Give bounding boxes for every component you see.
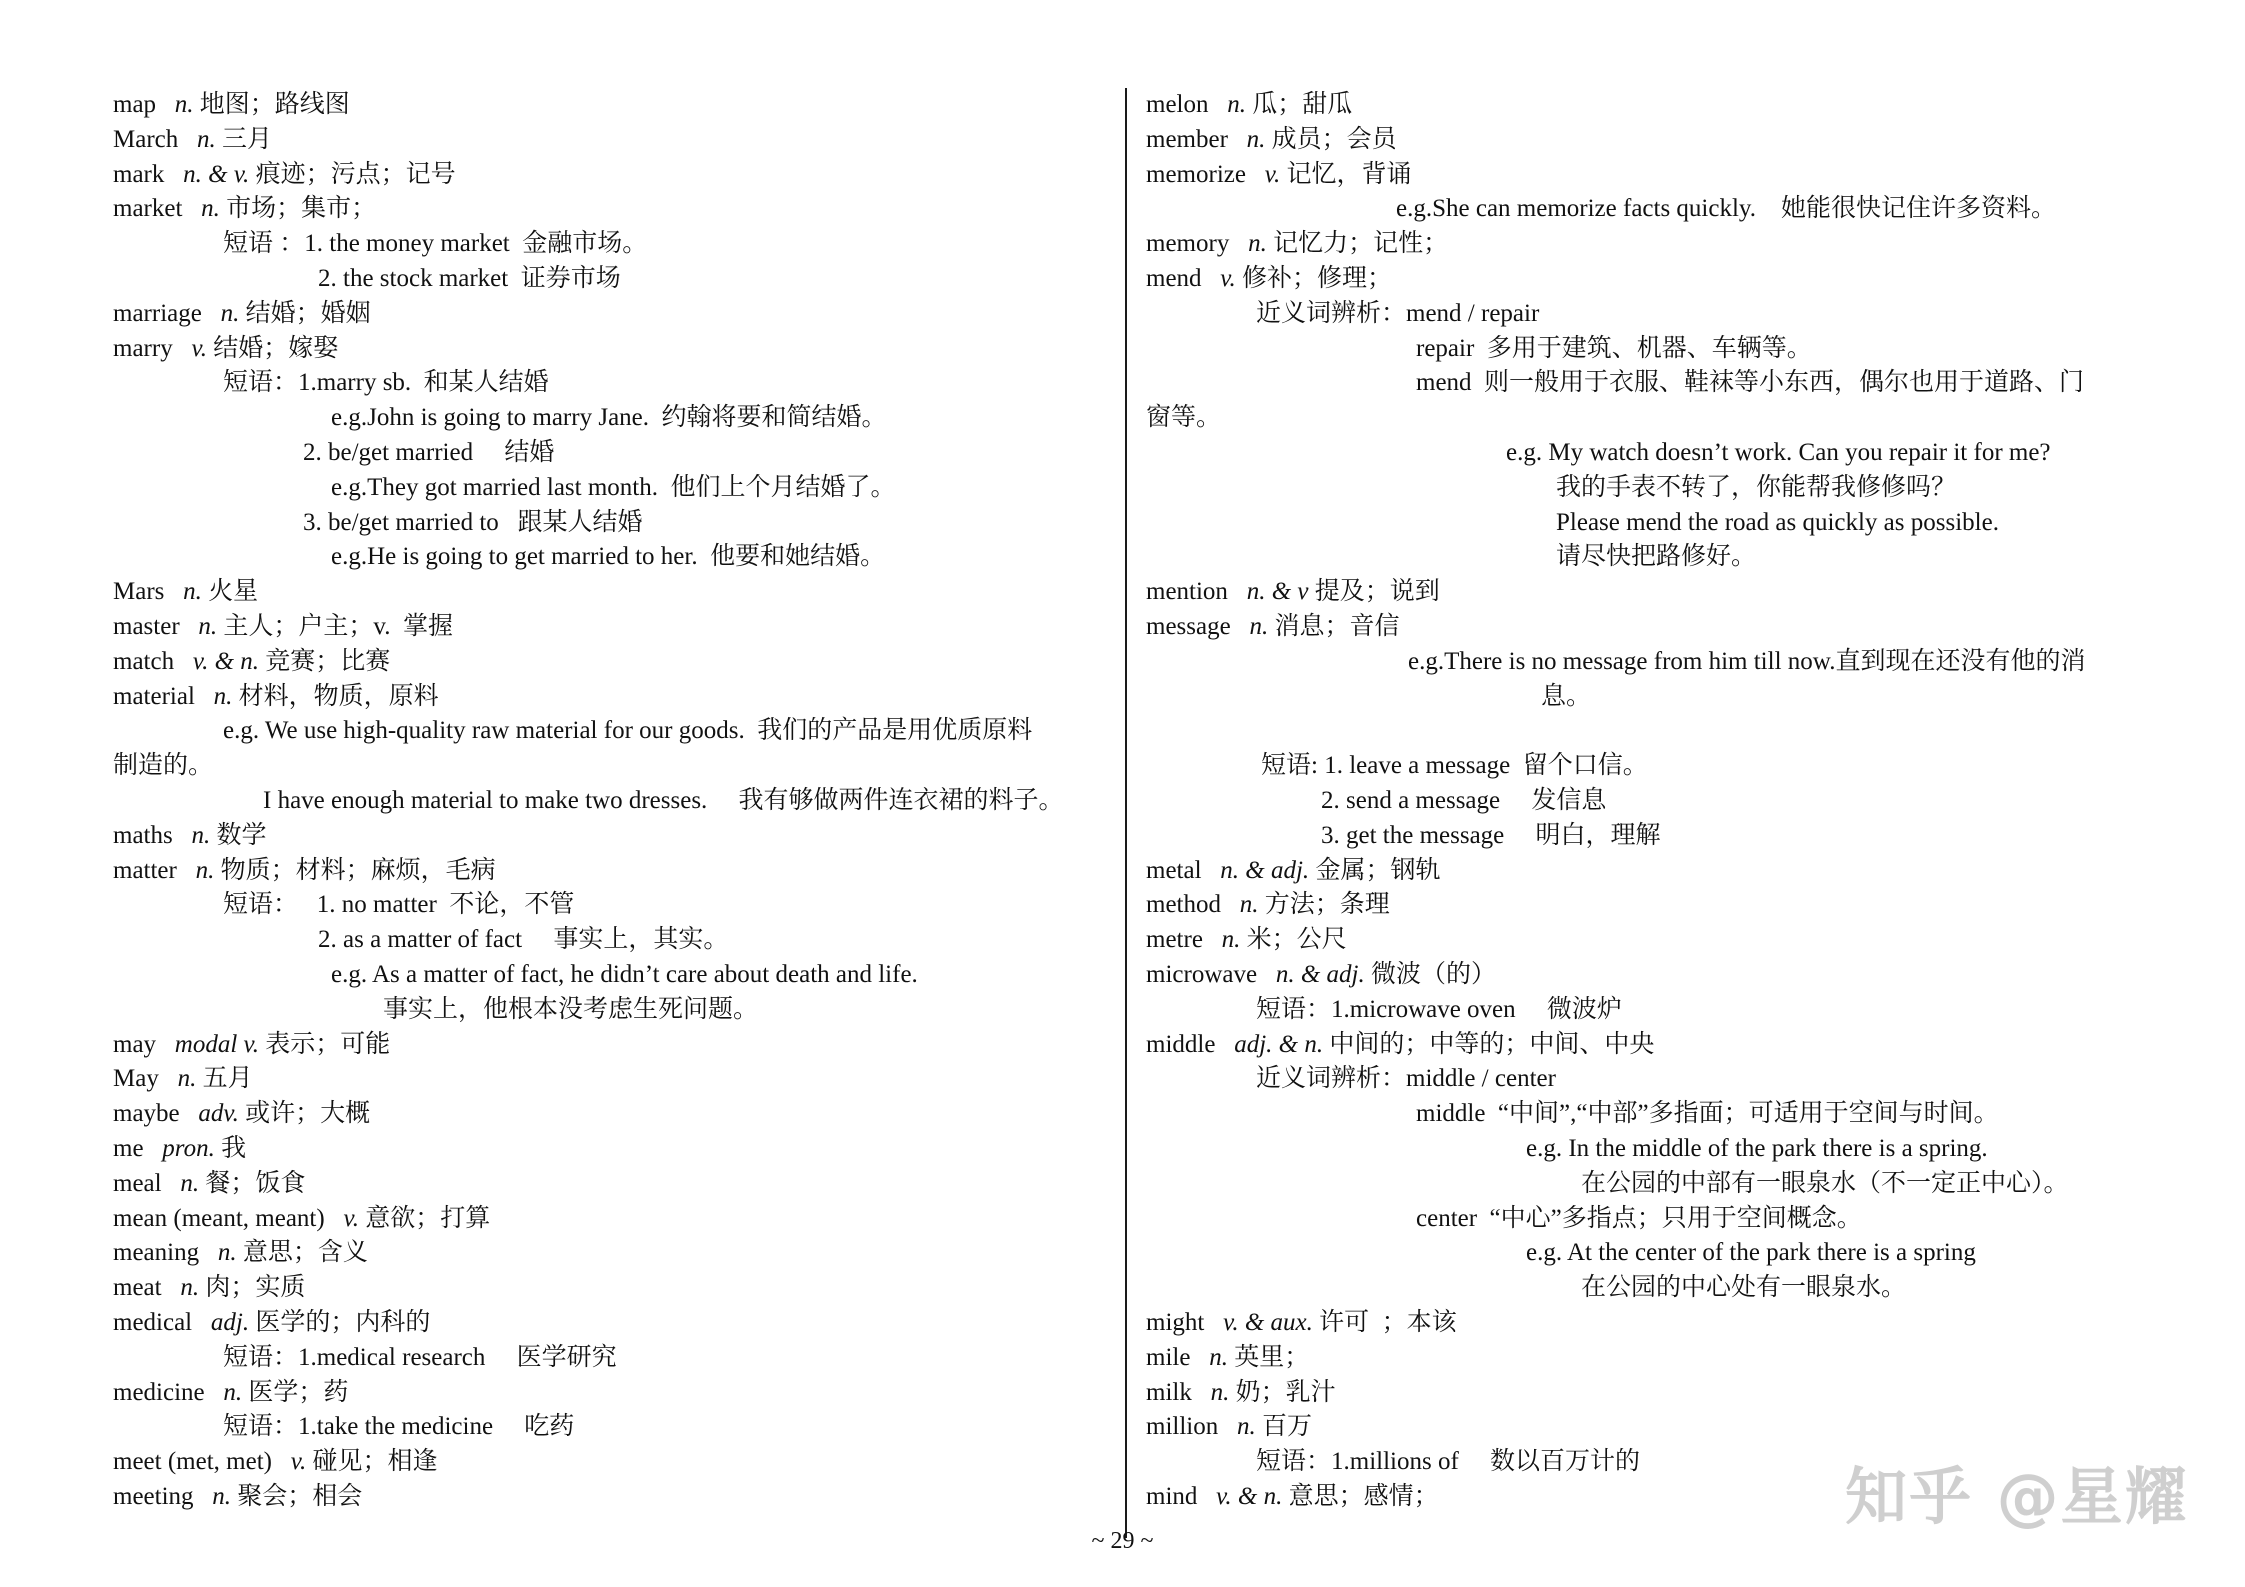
definition: 意思；感情； bbox=[1282, 1483, 1439, 1510]
definition: 修补；修理； bbox=[1235, 265, 1393, 292]
definition: 提及；说到 bbox=[1308, 578, 1440, 606]
part-of-speech: v. bbox=[290, 1448, 307, 1476]
dictionary-entry bbox=[113, 1132, 246, 1167]
definition: 许可 ；本该 bbox=[1312, 1309, 1457, 1336]
entry-detail-line: middle “中间”,“中部”多指面；可适用于空间与时间。 bbox=[1416, 1100, 1999, 1128]
headword: medicine bbox=[113, 1378, 205, 1406]
headword: marriage bbox=[113, 299, 202, 327]
part-of-speech: n. bbox=[1209, 1343, 1228, 1371]
headword: memory bbox=[1146, 230, 1230, 258]
dictionary-entry bbox=[113, 1167, 305, 1202]
headword: material bbox=[113, 682, 195, 710]
definition: 三月 bbox=[215, 125, 273, 153]
dictionary-entry bbox=[1146, 610, 1399, 645]
entry-detail-line: 2. be/get married 结婚 bbox=[303, 439, 555, 466]
part-of-speech: n. bbox=[1210, 1378, 1230, 1406]
dictionary-entry bbox=[113, 610, 453, 645]
headword: marry bbox=[113, 334, 173, 362]
headword: meaning bbox=[113, 1239, 200, 1267]
entry-detail-line: e.g.They got married last month. 他们上个月结婚了。 bbox=[331, 473, 896, 501]
headword: middle bbox=[1146, 1030, 1216, 1058]
entry-detail-line: 请尽快把路修好。 bbox=[1556, 543, 1757, 571]
headword: matter bbox=[113, 856, 177, 884]
entry-detail-line: I have enough material to make two dresses. 我有够做两件连衣裙的料子。 bbox=[263, 787, 1064, 814]
dictionary-entry bbox=[1146, 88, 1352, 123]
definition: 竞赛；比赛 bbox=[259, 647, 391, 675]
entry-detail-line: 2. as a matter of fact 事实上，其实。 bbox=[318, 926, 729, 954]
definition: 医学；药 bbox=[242, 1378, 349, 1406]
part-of-speech: n. bbox=[183, 578, 202, 606]
entry-detail-line: 短语：1.take the medicine 吃药 bbox=[223, 1413, 575, 1441]
headword: me bbox=[113, 1135, 144, 1162]
entry-detail-line: 在公园的中部有一眼泉水（不一定正中心）。 bbox=[1581, 1169, 2069, 1197]
dictionary-entry bbox=[113, 1306, 430, 1341]
entry-detail-line: e.g. As a matter of fact, he didn’t care about death and life. bbox=[331, 961, 918, 988]
dictionary-entry bbox=[1146, 262, 1392, 297]
dictionary-entry bbox=[1146, 854, 1440, 889]
entry-detail-line: 我的手表不转了，你能帮我修修吗？ bbox=[1556, 473, 1957, 501]
headword: market bbox=[113, 195, 183, 223]
definition: 表示；可能 bbox=[259, 1030, 391, 1058]
dictionary-entry bbox=[1146, 123, 1397, 158]
headword: maths bbox=[113, 821, 173, 849]
part-of-speech: adj. bbox=[210, 1309, 250, 1336]
definition: 成员；会员 bbox=[1265, 125, 1397, 153]
part-of-speech: n. & adj. bbox=[1220, 856, 1310, 884]
definition: 地图；路线图 bbox=[193, 91, 350, 118]
definition: 方法；条理 bbox=[1258, 891, 1390, 919]
part-of-speech: v. & n. bbox=[1216, 1483, 1283, 1510]
headword: metal bbox=[1146, 856, 1202, 884]
headword: mark bbox=[113, 160, 165, 188]
dictionary-entry bbox=[113, 575, 258, 610]
entry-detail-line: repair 多用于建筑、机器、车辆等。 bbox=[1416, 334, 1812, 362]
entry-detail-line: mend 则一般用于衣服、鞋袜等小东西，偶尔也用于道路、门 bbox=[1416, 369, 2085, 397]
entry-detail-line: 短语：1.marry sb. 和某人结婚 bbox=[223, 369, 549, 397]
dictionary-entry bbox=[1146, 1028, 1654, 1063]
part-of-speech: n. bbox=[195, 856, 215, 884]
dictionary-entry bbox=[1146, 923, 1347, 958]
headword: meet (met, met) bbox=[113, 1448, 272, 1476]
column-divider bbox=[1125, 88, 1127, 1538]
definition: 物质；材料；麻烦，毛病 bbox=[214, 856, 496, 884]
dictionary-entry bbox=[113, 854, 496, 889]
dictionary-entry bbox=[113, 1271, 305, 1306]
headword: meal bbox=[113, 1169, 162, 1197]
part-of-speech: n. bbox=[212, 1483, 232, 1510]
definition: 微波（的） bbox=[1364, 961, 1496, 988]
part-of-speech: n. bbox=[1248, 230, 1267, 258]
definition: 意思；含义 bbox=[236, 1239, 368, 1267]
entry-detail-line: 2. the stock market 证券市场 bbox=[318, 265, 621, 292]
headword: mention bbox=[1146, 578, 1228, 606]
dictionary-entry bbox=[1146, 227, 1448, 262]
definition: 瓜；甜瓜 bbox=[1246, 91, 1353, 118]
definition: 或许；大概 bbox=[238, 1100, 371, 1128]
headword: message bbox=[1146, 613, 1231, 640]
part-of-speech: n. bbox=[201, 195, 220, 223]
definition: 记忆力；记性； bbox=[1266, 230, 1449, 258]
part-of-speech: n. bbox=[198, 613, 218, 640]
definition: 市场；集市； bbox=[219, 195, 377, 223]
headword: match bbox=[113, 647, 175, 675]
part-of-speech: n. & v bbox=[1246, 578, 1309, 606]
headword: metre bbox=[1146, 926, 1203, 954]
definition: 消息；音信 bbox=[1268, 613, 1400, 640]
definition: 痕迹；污点；记号 bbox=[249, 160, 456, 188]
part-of-speech: n. bbox=[1236, 1413, 1256, 1441]
entry-detail-line: e.g.She can memorize facts quickly. 她能很快记住许多资料。 bbox=[1396, 195, 2057, 223]
entry-detail-line: e.g. At the center of the park there is a spring bbox=[1526, 1239, 1976, 1267]
entry-detail-line: e.g.John is going to marry Jane. 约翰将要和简结婚。 bbox=[331, 404, 887, 432]
headword: mile bbox=[1146, 1343, 1191, 1371]
part-of-speech: adj. & n. bbox=[1234, 1030, 1324, 1058]
part-of-speech: n. bbox=[177, 1065, 197, 1093]
definition: 百万 bbox=[1255, 1413, 1312, 1441]
entry-detail-line: 窗等。 bbox=[1146, 404, 1222, 432]
headword: may bbox=[113, 1030, 157, 1058]
definition: 餐；饭食 bbox=[199, 1169, 306, 1197]
dictionary-entry bbox=[113, 88, 350, 123]
watermark: 知乎 @星耀 bbox=[1845, 1460, 2189, 1533]
dictionary-entry bbox=[113, 1480, 362, 1515]
dictionary-entry bbox=[113, 819, 266, 854]
entry-detail-line: e.g. My watch doesn’t work. Can you repair it for me? bbox=[1506, 439, 2051, 466]
part-of-speech: n. bbox=[1246, 125, 1266, 153]
entry-detail-line: e.g.There is no message from him till now.直到现在还没有他的消 bbox=[1408, 647, 2086, 675]
headword: method bbox=[1146, 891, 1221, 919]
headword: medical bbox=[113, 1309, 193, 1336]
entry-detail-line: 近义词辨析：mend / repair bbox=[1256, 299, 1540, 327]
entry-detail-line: 短语 ：1. the money market 金融市场。 bbox=[223, 230, 648, 258]
dictionary-entry bbox=[1146, 575, 1440, 610]
definition: 火星 bbox=[201, 578, 259, 606]
part-of-speech: n. bbox=[223, 1378, 243, 1406]
entry-detail-line: 短语: 1. leave a message 留个口信。 bbox=[1261, 752, 1648, 780]
entry-detail-line: 2. send a message 发信息 bbox=[1321, 787, 1607, 814]
entry-detail-line: 息。 bbox=[1541, 682, 1592, 710]
entry-detail-line: 3. be/get married to 跟某人结婚 bbox=[303, 508, 643, 536]
headword: master bbox=[113, 613, 180, 640]
part-of-speech: n. bbox=[1221, 926, 1241, 954]
part-of-speech: adv. bbox=[198, 1100, 239, 1128]
definition: 金属；钢轨 bbox=[1309, 856, 1441, 884]
page-number: ~ 29 ~ bbox=[1091, 1528, 1154, 1554]
headword: might bbox=[1146, 1309, 1205, 1336]
definition: 主人；户主；v. 掌握 bbox=[217, 613, 454, 640]
headword: memorize bbox=[1146, 160, 1246, 188]
part-of-speech: n. bbox=[191, 821, 211, 849]
dictionary-entry bbox=[113, 297, 371, 332]
definition: 米；公尺 bbox=[1240, 926, 1347, 954]
dictionary-entry bbox=[113, 1445, 437, 1480]
entry-detail-line: 近义词辨析：middle / center bbox=[1256, 1065, 1556, 1093]
dictionary-entry bbox=[1146, 1480, 1439, 1515]
entry-detail-line: 制造的。 bbox=[113, 752, 214, 780]
entry-detail-line: e.g. We use high-quality raw material for our goods. 我们的产品是用优质原料 bbox=[223, 717, 1033, 745]
dictionary-entry bbox=[113, 1202, 490, 1237]
dictionary-entry bbox=[113, 1376, 348, 1411]
dictionary-entry bbox=[113, 192, 376, 227]
dictionary-entry bbox=[113, 1028, 390, 1063]
entry-detail-line: e.g.He is going to get married to her. 他要和她结婚。 bbox=[331, 543, 886, 571]
headword: meat bbox=[113, 1274, 162, 1302]
definition: 五月 bbox=[196, 1065, 253, 1093]
definition: 碰见；相逢 bbox=[306, 1448, 438, 1476]
dictionary-entry bbox=[113, 680, 439, 715]
definition: 聚会；相会 bbox=[231, 1483, 363, 1510]
headword: March bbox=[113, 125, 179, 153]
dictionary-entry bbox=[1146, 958, 1496, 993]
part-of-speech: n. & v. bbox=[183, 160, 250, 188]
entry-detail-line: 短语：1.microwave oven 微波炉 bbox=[1256, 995, 1622, 1023]
headword: million bbox=[1146, 1413, 1219, 1441]
headword: mind bbox=[1146, 1483, 1198, 1510]
part-of-speech: n. bbox=[217, 1239, 237, 1267]
dictionary-entry bbox=[1146, 1341, 1309, 1376]
headword: maybe bbox=[113, 1100, 180, 1128]
part-of-speech: n. bbox=[180, 1169, 200, 1197]
definition: 记忆，背诵 bbox=[1280, 160, 1412, 188]
part-of-speech: n. bbox=[1249, 613, 1269, 640]
part-of-speech: n. bbox=[180, 1274, 200, 1302]
dictionary-entry bbox=[113, 1062, 253, 1097]
entry-detail-line: Please mend the road as quickly as possible. bbox=[1556, 508, 1999, 536]
dictionary-entry bbox=[1146, 158, 1411, 193]
dictionary-entry bbox=[113, 1236, 368, 1271]
headword: Mars bbox=[113, 578, 165, 606]
definition: 材料，物质，原料 bbox=[232, 682, 439, 710]
part-of-speech: n. bbox=[1227, 91, 1246, 118]
part-of-speech: n. bbox=[174, 91, 194, 118]
headword: mean (meant, meant) bbox=[113, 1204, 325, 1232]
dictionary-entry bbox=[1146, 1306, 1457, 1341]
part-of-speech: n. bbox=[213, 682, 233, 710]
part-of-speech: n. & adj. bbox=[1275, 961, 1365, 988]
part-of-speech: v. bbox=[343, 1204, 359, 1232]
dictionary-entry bbox=[113, 332, 338, 367]
definition: 意欲；打算 bbox=[358, 1204, 491, 1232]
headword: mend bbox=[1146, 265, 1202, 292]
entry-detail-line: 在公园的中心处有一眼泉水。 bbox=[1581, 1274, 1907, 1302]
entry-detail-line: e.g. In the middle of the park there is a spring. bbox=[1526, 1135, 1988, 1162]
definition: 结婚；婚姻 bbox=[239, 299, 371, 327]
definition: 结婚；嫁娶 bbox=[206, 334, 339, 362]
entry-detail-line: center “中心”多指点；只用于空间概念。 bbox=[1416, 1204, 1862, 1232]
definition: 肉；实质 bbox=[199, 1274, 306, 1302]
definition: 英里； bbox=[1227, 1343, 1310, 1371]
dictionary-entry bbox=[113, 123, 272, 158]
entry-detail-line: 事实上，他根本没考虑生死问题。 bbox=[383, 995, 759, 1023]
part-of-speech: v. bbox=[1220, 265, 1236, 292]
part-of-speech: n. bbox=[220, 299, 240, 327]
headword: melon bbox=[1146, 91, 1209, 118]
entry-detail-line: 短语：1.millions of 数以百万计的 bbox=[1256, 1448, 1641, 1476]
part-of-speech: pron. bbox=[162, 1135, 215, 1162]
part-of-speech: modal v. bbox=[174, 1030, 260, 1058]
definition: 奶；乳汁 bbox=[1229, 1378, 1336, 1406]
dictionary-entry bbox=[1146, 1376, 1336, 1411]
part-of-speech: v. bbox=[1264, 160, 1281, 188]
dictionary-entry bbox=[113, 158, 456, 193]
part-of-speech: n. bbox=[1239, 891, 1259, 919]
headword: milk bbox=[1146, 1378, 1192, 1406]
entry-detail-line: 短语： 1. no matter 不论，不管 bbox=[223, 891, 575, 919]
part-of-speech: v. & n. bbox=[192, 647, 260, 675]
dictionary-entry bbox=[113, 1097, 370, 1132]
headword: meeting bbox=[113, 1483, 194, 1510]
dictionary-entry bbox=[1146, 1410, 1312, 1445]
dictionary-entry bbox=[113, 645, 390, 680]
definition: 数学 bbox=[210, 821, 267, 849]
headword: map bbox=[113, 91, 157, 118]
headword: microwave bbox=[1146, 961, 1258, 988]
definition: 我 bbox=[214, 1135, 247, 1162]
part-of-speech: v. & aux. bbox=[1223, 1309, 1313, 1336]
part-of-speech: v. bbox=[191, 334, 207, 362]
part-of-speech: n. bbox=[197, 125, 216, 153]
entry-detail-line: 短语：1.medical research 医学研究 bbox=[223, 1343, 617, 1371]
entry-detail-line: 3. get the message 明白，理解 bbox=[1321, 821, 1661, 849]
headword: member bbox=[1146, 125, 1228, 153]
dictionary-entry bbox=[1146, 888, 1390, 923]
definition: 医学的；内科的 bbox=[249, 1309, 431, 1336]
definition: 中间的；中等的；中间、中央 bbox=[1323, 1030, 1655, 1058]
headword: May bbox=[113, 1065, 159, 1093]
